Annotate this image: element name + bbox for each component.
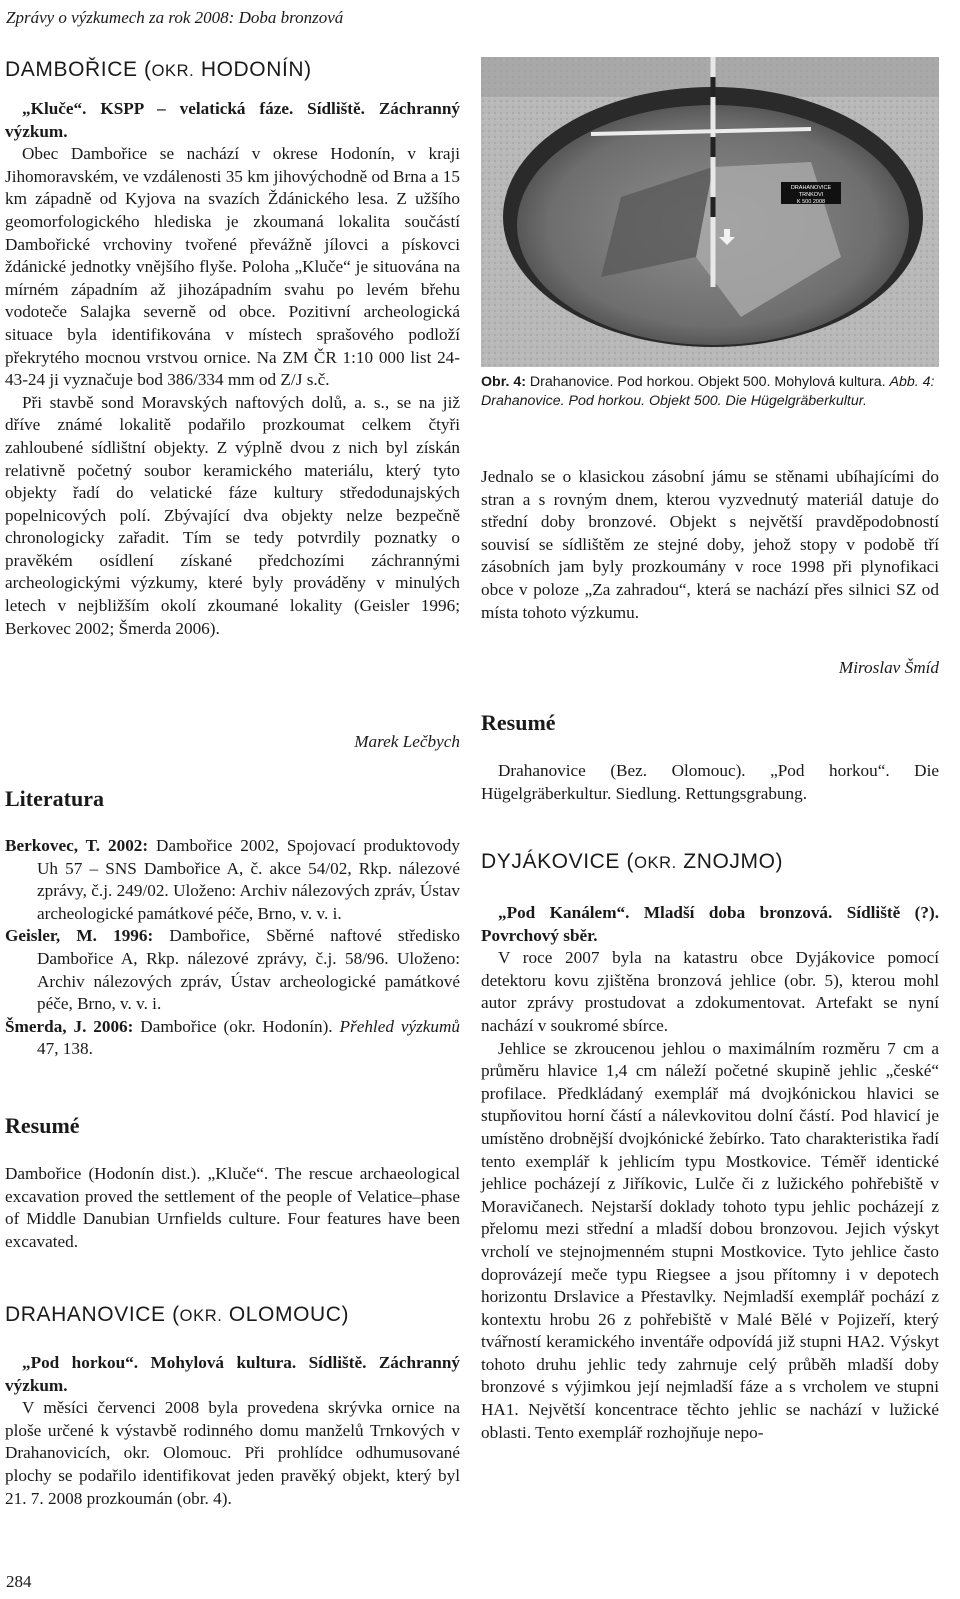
board-line: TRNKOVI (798, 192, 824, 198)
page-number: 284 (6, 1572, 32, 1591)
para-dyjakovice-2: Jehlice se zkroucenou jehlou o maximálním rozměru 7 cm a průměru hlavice 1,4 cm náleží početné skupině jehlic „české“ profilace. Předkládaný exemplář má dvojkónickou hlavici se stupňovitou horní částí a nálevkovitou dolní částí. Pod hlavicí je umístěno drobnější dvojkónické žebírko. Tato charakteristika řadí tento exemplář k jehlicím typu Mostkovice. Téměř identické jehlice pocházejí z Jiříkovic, Lulče či z lužického pohřebiště v Moravičanech. Nejstarší doklady tohoto typu jehlic pocházejí z přelomu mezi střední a mladší dobou bronzovou. Jejich výskyt vrcholí ve stejnojmenném stupni Mostkovice. Tyto jehlice často doprovázejí meče typu Riegsee a jsou přítomny i v depotech horizontu Drslavice a Přestavlky. Nejmladší exemplář pochází z kontextu hrobu 26 z pohřebiště v Malé Bělé v Pojizeří, který tvářností keramického inventáře odpovídá již stupni HA2. Výskyt tohoto druhu jehlic tedy zahrnuje celý průběh mladší doby bronzové s výjimkou její nejmladší fáze a s vrcholem ve stupni HA1. Největší koncentrace těchto jehlic se nachází v lužické oblasti. Tento exemplář rozhojňuje nepo- (481, 1038, 939, 1442)
author-drahanovice: Miroslav Šmíd (838, 658, 939, 677)
bib-entry: Berkovec, T. 2002: Dambořice 2002, Spojovací produktovody Uh 57 – SNS Dambořice A, č. akce 54/02, Rkp. nálezové zprávy, č.j. 249/02. Uloženo: Archiv nálezových zpráv, Ústav archeologické památkové péče, Brno, v. v. i. (5, 836, 460, 923)
para-dyjakovice-1: V roce 2007 byla na katastru obce Dyjákovice pomocí detektoru kovu zjištěna bronzová jehlice (obr. 5), kterou mohl autor zprávy prostudovat a zdokumentovat. Artefakt se nyní nachází v soukromé sbírce. (481, 948, 939, 1035)
running-head: Zprávy o výzkumech za rok 2008: Doba bronzová (6, 8, 344, 27)
figure-caption: Obr. 4: Drahanovice. Pod horkou. Objekt 500. Mohylová kultura. Abb. 4: Drahanovice. Pod horkou. Objekt 500. Die Hügelgräberkultur. (481, 374, 935, 409)
bib-entry: Šmerda, J. 2006: Dambořice (okr. Hodonín). Přehled výzkumů 47, 138. (5, 1016, 460, 1059)
literatura-heading: Literatura (5, 786, 104, 811)
para-damborice-2: Při stavbě sond Moravských naftových dolů, a. s., se na již dříve známé lokalitě podařilo prozkoumat celkem čtyři zahloubené sídlištní objekty. Z výplně dvou z nich byl získán relativně početný soubor keramického materiálu, který tyto objekty řadí do velatické fáze kultury středodunajských popelnicových polí. Zbývající dva objekty nelze bezpečně chronologicky zařadit. Tím se tedy potvrdily poznatky o pravěkém osídlení získané předchozími záchrannými archeologickými výzkumy, které byly prováděny v minulých letech v nejbližším okolí zkoumané lokality (Geisler 1996; Berkovec 2002; Šmerda 2006). (5, 392, 460, 638)
lead-drahanovice: „Pod horkou“. Mohylová kultura. Sídliště. Záchranný výzkum. (5, 1353, 460, 1395)
resume-heading-drahanovice: Resumé (481, 710, 556, 735)
heading-place: HODONÍN) (200, 58, 312, 81)
resume-text-drahanovice: Drahanovice (Bez. Olomouc). „Pod horkou“. Die Hügelgräberkultur. Siedlung. Rettungsgrabung. (481, 761, 939, 803)
board-line: K 500 2008 (796, 199, 826, 205)
lead-dyjakovice: „Pod Kanálem“. Mladší doba bronzová. Sídliště (?). Povrchový sběr. (481, 903, 939, 945)
author-damborice: Marek Lečbych (354, 732, 460, 751)
excavation-photo (481, 57, 939, 367)
resume-heading-damborice: Resumé (5, 1113, 80, 1138)
section-heading-drahanovice: DRAHANOVICE (OKR. OLOMOUC) (5, 1303, 350, 1326)
heading-okr: (OKR. (144, 58, 195, 81)
board-line: DRAHANOVICE (790, 185, 832, 191)
lead-damborice: „Kluče“. KSPP – velatická fáze. Sídliště. Záchranný výzkum. (5, 99, 460, 141)
section-heading-damborice (5, 58, 312, 82)
section-heading-dyjakovice: DYJÁKOVICE (OKR. ZNOJMO) (481, 850, 784, 873)
bib-entry: Geisler, M. 1996: Dambořice, Sběrné naftové středisko Dambořice A, Rkp. nálezové zprávy, č.j. 58/96. Uloženo: Archiv nálezových zpráv, Ústav archeologické památkové péče, Brno, v. v. i. (5, 926, 460, 1014)
resume-text-damborice: Dambořice (Hodonín dist.). „Kluče“. The rescue archaeological excavation proved the settlement of the people of Velatice–phase of Middle Danubian Urnfields culture. Four features have been excavated. (5, 1164, 460, 1251)
para-damborice-1: Obec Dambořice se nachází v okrese Hodonín, v kraji Jihomoravském, ve vzdálenosti 35 km jihovýchodně od Brna a 15 km západně od Kyjova na svazích Ždánického lesa. Z užšího geomorfologického hlediska je zkoumaná lokalita součástí Dambořické vrchoviny tvořené převážně jílovci a pískovci ždánické jednotky vnějšího flyše. Poloha „Kluče“ je situována na mírném západním až jihozápadním svahu po levém břehu vodoteče Salajka severně od obce. Pozitivní archeologická situace byla identifikována v místech sprašového podloží překrytého mocnou vrstvou ornice. Na ZM ČR 1:10 000 list 24-43-24 ji vyznačuje bod 386/334 mm od Z/J s.č. (5, 144, 460, 390)
bibliography (5, 835, 460, 1061)
heading-main: DAMBOŘICE (5, 58, 138, 81)
para-drahanovice-2: Jednalo se o klasickou zásobní jámu se stěnami ubíhajícími do stran a s rovným dnem, kterou vyzvednutý materiál datuje do střední doby bronzové. Objekt s největší pravděpodobností souvisí se sídlištěm ze stejné doby, jehož stopy v podobě tří zásobních jam byly prozkoumány v roce 1998 při plynofikaci obce v poloze „Za zahradou“, která se nachází přes silnici SZ od místa tohoto výzkumu. (481, 467, 939, 622)
para-drahanovice-1: V měsíci červenci 2008 byla provedena skrývka ornice na ploše určené k výstavbě rodinného domu manželů Trnkových v Drahanovicích, okr. Olomouc. Při prohlídce odhumusované plochy se podařilo identifikovat jeden pravěký objekt, který byl 21. 7. 2008 prozkoumán (obr. 4). (5, 1398, 460, 1508)
